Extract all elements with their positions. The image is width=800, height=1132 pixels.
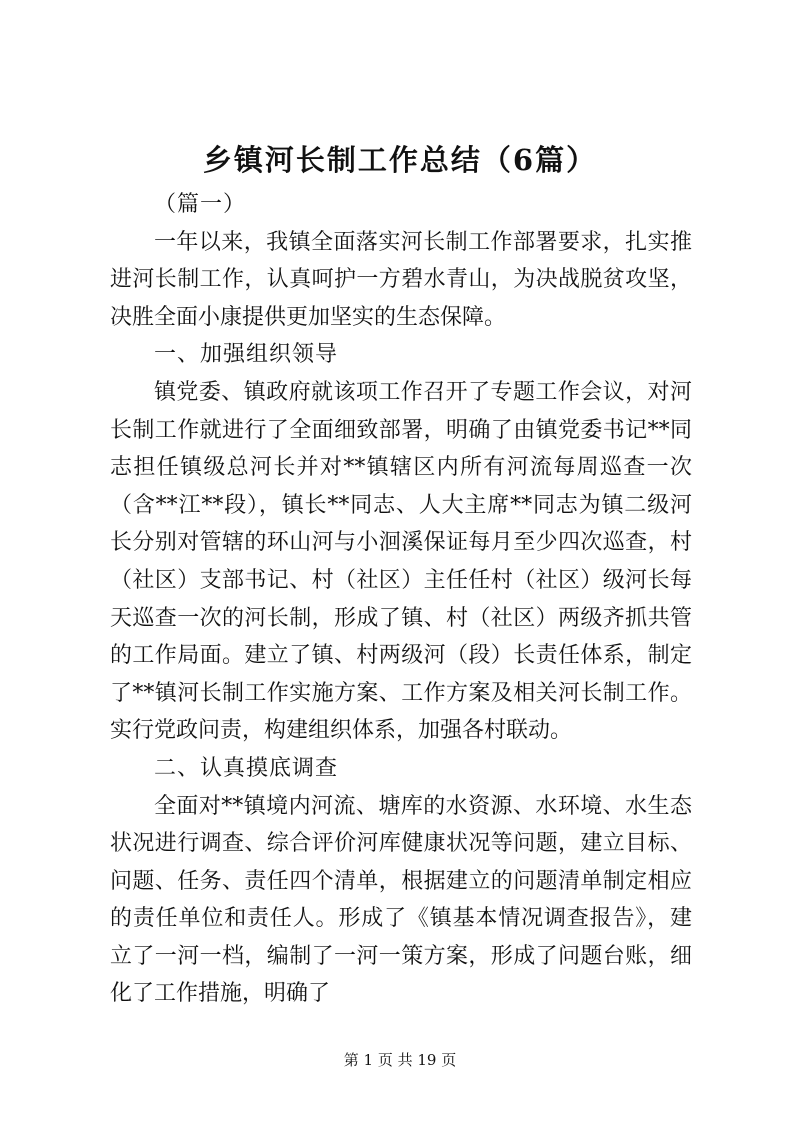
document-title: 乡镇河长制工作总结（6篇） xyxy=(202,143,598,177)
heading-investigation: 二、认真摸底调查 xyxy=(154,755,339,781)
page-footer: 第 1 页 共 19 页 xyxy=(343,1051,457,1069)
investigation-paragraph: 全面对**镇境内河流、塘库的水资源、水环境、水生态状况进行调查、综合评价河库健康状况等问题，建立目标、问题、任务、责任四个清单，根据建立的问题清单制定相应的责任单位和责任人。形成了《镇基本情况调查报告》，建立了一河一档，编制了一河一策方案，形成了问题台账，细化了工作措施，明确了 xyxy=(110,793,692,1007)
organization-paragraph: 镇党委、镇政府就该项工作召开了专题工作会议，对河长制工作就进行了全面细致部署，明确了由镇党委书记**同志担任镇级总河长并对**镇辖区内所有河流每周巡查一次（含**江**段），镇长**同志、人大主席**同志为镇二级河长分别对管辖的环山河与小洄溪保证每月至少四次巡查，村（社区）支部书记、村（社区）主任任村（社区）级河长每天巡查一次的河长制，形成了镇、村（社区）两级齐抓共管的工作局面。建立了镇、村两级河（段）长责任体系，制定了**镇河长制工作实施方案、工作方案及相关河长制工作。实行党政问责，构建组织体系，加强各村联动。 xyxy=(110,379,692,744)
heading-organization: 一、加强组织领导 xyxy=(154,342,339,368)
intro-paragraph: 一年以来，我镇全面落实河长制工作部署要求，扎实推进河长制工作，认真呵护一方碧水青山，为决战脱贫攻坚，决胜全面小康提供更加坚实的生态保障。 xyxy=(110,229,692,330)
section-label: （篇一） xyxy=(154,192,247,217)
document-body xyxy=(110,186,692,1013)
